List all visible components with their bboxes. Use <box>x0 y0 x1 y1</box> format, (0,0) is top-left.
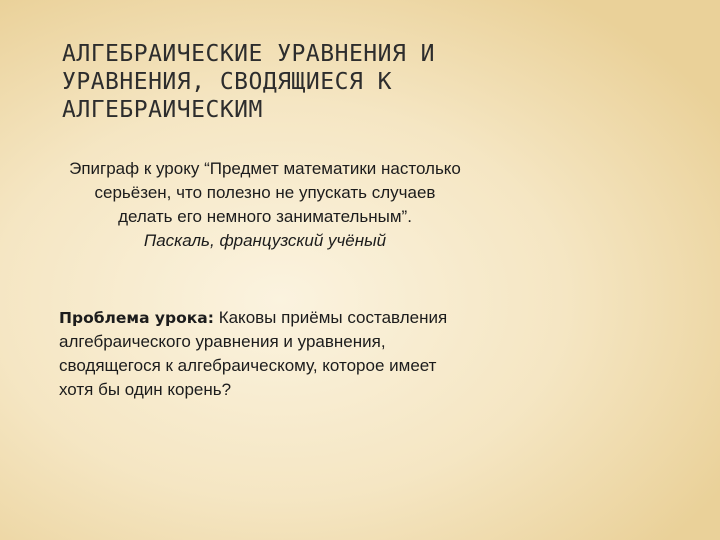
problem-line-4: хотя бы один корень? <box>59 380 232 399</box>
title-line-2: УРАВНЕНИЯ, СВОДЯЩИЕСЯ К <box>62 69 392 95</box>
problem-line-2: алгебраического уравнения и уравнения, <box>59 332 386 351</box>
problem-line-3: сводящегося к алгебраическому, которое имеет <box>59 356 437 375</box>
epigraph-line-2: серьёзен, что полезно не упускать случаев <box>94 183 436 202</box>
title-line-3: АЛГЕБРАИЧЕСКИМ <box>62 97 263 123</box>
epigraph-author: Паскаль, французский учёный <box>143 231 387 250</box>
title-line-1: АЛГЕБРАИЧЕСКИЕ УРАВНЕНИЯ И <box>62 41 436 67</box>
problem-line-1: Каковы приёмы составления <box>218 308 448 327</box>
lesson-problem <box>59 306 539 402</box>
epigraph <box>30 157 500 253</box>
epigraph-line-1: Эпиграф к уроку “Предмет математики настолько <box>69 159 461 178</box>
problem-label: Проблема урока: <box>59 309 214 327</box>
epigraph-line-3: делать его немного занимательным”. <box>118 207 412 226</box>
slide-title <box>62 40 662 124</box>
